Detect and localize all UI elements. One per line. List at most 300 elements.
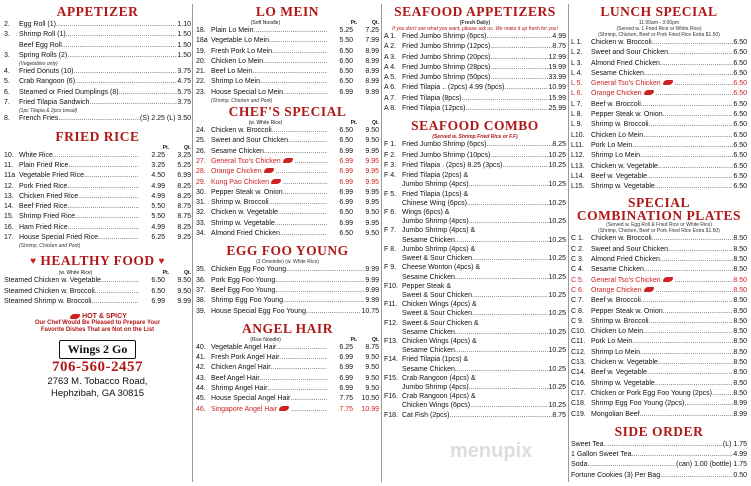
menu-item xyxy=(571,276,747,286)
leader-dots xyxy=(98,233,139,243)
item-name: Beef Angel Hair xyxy=(211,374,260,382)
menu-item xyxy=(196,88,379,98)
item-name: Beef Egg Foo Young xyxy=(211,286,276,294)
item-name: House Special Fried Rice xyxy=(19,234,98,242)
item-price: (L) 1.75 xyxy=(722,440,747,448)
item-price: 6.50 xyxy=(733,39,747,46)
item-price xyxy=(733,481,747,482)
menu-item-line-1 xyxy=(384,300,566,309)
item-number: F15. xyxy=(384,374,399,382)
menu-item xyxy=(196,178,379,188)
item-name-2: Sesame Chicken xyxy=(402,347,455,355)
item-price: 8.50 xyxy=(733,307,747,315)
item-price: 8.50 xyxy=(733,379,747,387)
item-price: 6.50 xyxy=(733,141,747,149)
egg-foo-list xyxy=(196,265,379,316)
leader-dots xyxy=(672,481,733,482)
leader-dots xyxy=(290,394,327,404)
item-name: Vegetable Angel Hair xyxy=(211,343,277,351)
item-name: Plain Lo Mein xyxy=(211,27,254,34)
item-number: 17. xyxy=(4,234,14,242)
item-number: 5. xyxy=(4,78,10,86)
item-number: 29. xyxy=(196,178,206,186)
leader-dots xyxy=(490,73,548,83)
item-number: L11. xyxy=(571,141,585,149)
leader-dots xyxy=(644,265,733,275)
menu-item-line-1 xyxy=(384,355,566,364)
item-price-pt: 5.50 xyxy=(339,37,353,45)
item-number: 11a xyxy=(4,172,16,180)
item-name: Shrimp Angel Hair xyxy=(211,385,268,393)
item-name-2: Sweet & Sour Chicken xyxy=(402,291,473,299)
item-number: C 6. xyxy=(571,286,584,294)
leader-dots xyxy=(467,199,549,208)
item-name-2: Chinese Wing (6pcs) xyxy=(402,199,467,207)
seafood-combo-title: SEAFOOD COMBO xyxy=(411,118,539,134)
item-price: 8.50 xyxy=(733,348,747,356)
item-number: F16. xyxy=(384,393,399,401)
store-info xyxy=(4,340,191,400)
leader-dots xyxy=(283,178,327,188)
chili-pepper-icon xyxy=(271,179,281,184)
item-name-2: Sweet & Sour Chicken xyxy=(402,255,473,263)
item-price: 15.99 xyxy=(548,94,566,102)
item-note: (Shrimp, Chicken and Pork) xyxy=(19,243,81,250)
menu-item xyxy=(571,182,747,192)
item-number: F13. xyxy=(384,337,399,345)
healthy-food-title-text: HEALTHY FOOD xyxy=(40,253,155,269)
item-price: 8.50 xyxy=(733,297,747,305)
menu-item-line-1 xyxy=(384,190,566,199)
menu-item xyxy=(571,327,747,337)
item-price-qt: 9.50 xyxy=(365,137,379,145)
item-name: General Tso's Chicken xyxy=(211,157,281,165)
watermark: menupix xyxy=(450,440,533,462)
menu-item-line-1 xyxy=(384,245,566,254)
item-price-pt: 6.25 xyxy=(151,234,165,242)
lo-mein-sub: (Soft Noodle) xyxy=(250,20,281,26)
menu-item xyxy=(384,32,566,42)
leader-dots xyxy=(455,328,549,337)
item-price-pt: 6.99 xyxy=(339,168,353,176)
leader-dots xyxy=(656,286,734,296)
item-name: Pepper Steak w. Onion xyxy=(211,188,283,196)
item-name: Pepper Steak & xyxy=(402,282,452,290)
item-number: C16. xyxy=(571,379,586,387)
item-name: Shrimp Fried Rice xyxy=(19,213,76,221)
menu-item xyxy=(4,30,191,40)
item-number: 30. xyxy=(196,188,206,196)
menu-item xyxy=(196,286,379,296)
menu-item xyxy=(196,296,379,306)
leader-dots xyxy=(469,383,549,392)
leader-dots xyxy=(283,88,327,98)
combo-list xyxy=(384,140,566,420)
item-name: Almond Fried Chicken xyxy=(211,230,280,238)
item-price-pt: 6.99 xyxy=(339,188,353,196)
store-address-1: 2763 M. Tobacco Road, xyxy=(47,376,148,388)
menu-item xyxy=(384,140,566,150)
item-price: 8.50 xyxy=(733,369,747,377)
item-number: F 7. xyxy=(384,227,397,235)
item-name: Cat Fish (2pcs) xyxy=(402,411,450,419)
item-price: 6.50 xyxy=(733,100,747,108)
leader-dots xyxy=(649,317,734,327)
leader-dots xyxy=(490,53,548,63)
item-name: Shrimp Egg Foo Young xyxy=(211,297,283,305)
menu-item xyxy=(384,300,566,318)
chili-pepper-icon xyxy=(283,158,293,163)
item-name: Sweet & Sour Chicken & xyxy=(402,319,479,327)
column-4 xyxy=(571,4,747,482)
item-name: Jumbo Shrimp (4pcs) & xyxy=(402,245,476,253)
item-name-2: Jumbo Shrimp (4pcs) xyxy=(402,383,469,391)
item-name: Sesame Chicken xyxy=(211,147,264,155)
item-name: Pork Fried Rice xyxy=(19,182,68,190)
item-number: F 8. xyxy=(384,245,397,253)
item-price: 9.99 xyxy=(365,276,379,284)
leader-dots xyxy=(455,365,549,374)
menu-item xyxy=(384,63,566,73)
item-price: 6.50 xyxy=(733,152,747,160)
item-price: 8.50 xyxy=(733,276,747,284)
menu-item-line-1 xyxy=(384,337,566,346)
item-number: 32. xyxy=(196,209,206,217)
item-number: 4. xyxy=(4,68,10,76)
menu-item xyxy=(4,88,191,98)
item-price: 8.50 xyxy=(733,389,747,397)
menu-item xyxy=(4,192,191,202)
leader-dots xyxy=(656,89,734,99)
menu-item xyxy=(196,67,379,77)
item-price: 6.50 xyxy=(733,131,747,139)
leader-dots xyxy=(655,379,734,389)
item-number: 11. xyxy=(4,161,14,169)
item-name: Shrimp w. Broccoli xyxy=(591,317,649,325)
menu-item xyxy=(571,286,747,296)
item-name: Shrimp w. Vegetable xyxy=(591,183,655,191)
menu-item xyxy=(571,131,747,141)
item-number: 6. xyxy=(4,88,10,96)
leader-dots xyxy=(640,151,733,161)
leader-dots xyxy=(486,140,552,150)
leader-dots xyxy=(101,276,139,286)
item-price: 10.25 xyxy=(548,161,566,169)
item-name: Steamed Chicken w. Broccoli xyxy=(4,287,95,295)
item-name: Fried Tilapia (1pcs) & xyxy=(402,190,469,198)
leader-dots xyxy=(275,219,327,229)
item-number: C18. xyxy=(571,400,586,408)
item-price: (S) 2.25 (L) 3.50 xyxy=(140,115,191,123)
item-price-pt: 6.99 xyxy=(339,147,353,155)
item-number: A 5. xyxy=(384,74,397,82)
item-name: Shrimp Lo Mein xyxy=(591,348,641,356)
item-name: Singapore Angel Hair xyxy=(211,405,278,413)
menu-item xyxy=(4,41,191,51)
item-number: 27. xyxy=(196,157,206,165)
leader-dots xyxy=(455,236,549,245)
item-name: Beef Egg Roll xyxy=(19,41,62,49)
item-price-qt: 9.95 xyxy=(365,188,379,196)
leader-dots xyxy=(647,172,733,182)
item-price-qt: 9.50 xyxy=(365,385,379,393)
leader-dots xyxy=(53,151,139,161)
leader-dots xyxy=(668,245,733,255)
leader-dots xyxy=(276,343,327,353)
item-price: 6.50 xyxy=(733,172,747,180)
item-name: 1 Gallon Sweet Tea xyxy=(571,451,632,459)
menu-item xyxy=(384,319,566,337)
item-name: Fried Tilapia (12pcs) xyxy=(402,105,466,113)
leader-dots xyxy=(280,229,327,239)
menu-item xyxy=(4,287,191,297)
menu-item xyxy=(384,226,566,244)
item-number: F 3. xyxy=(384,161,397,169)
item-price: 8.50 xyxy=(733,317,747,325)
item-name: House Special Egg Foo Young xyxy=(211,307,306,315)
item-number: C12. xyxy=(571,348,586,356)
item-name: Fried Donuts (10) xyxy=(19,68,74,76)
item-price: 8.25 xyxy=(552,141,566,149)
item-price-pt: 6.50 xyxy=(339,209,353,217)
leader-dots xyxy=(291,405,327,415)
item-price-qt: 9.50 xyxy=(365,127,379,135)
hot-spicy-title: HOT & SPICY xyxy=(82,313,127,321)
item-name-2: Jumbo Shrimp (4pcs) xyxy=(402,181,469,189)
item-price-qt: 8.75 xyxy=(177,203,191,211)
item-number: 42. xyxy=(196,364,206,372)
item-number: 36. xyxy=(196,276,206,284)
menu-item xyxy=(4,67,191,77)
item-price-pt: 6.99 xyxy=(339,354,353,362)
item-price-qt: 9.99 xyxy=(177,297,191,305)
leader-dots xyxy=(675,276,734,286)
item-number: L13. xyxy=(571,162,585,170)
item-number: F 6. xyxy=(384,209,397,217)
item-price: 0.50 xyxy=(733,471,747,479)
lunch-sub-2: (Served w. 1 Fried Rice or White Rice) xyxy=(616,26,702,32)
leader-dots xyxy=(490,42,552,52)
item-name: Pepper Steak w. Onion xyxy=(591,111,663,119)
item-number: 26. xyxy=(196,147,206,155)
leader-dots xyxy=(283,296,365,306)
item-price: 4.99 xyxy=(552,33,566,40)
item-price-qt: 6.99 xyxy=(177,172,191,180)
leader-dots xyxy=(663,307,734,317)
leader-dots xyxy=(279,353,327,363)
chili-pepper-icon xyxy=(644,287,654,292)
item-number: 35. xyxy=(196,266,206,274)
item-price-qt: 9.50 xyxy=(177,287,191,295)
item-price: 10.25 xyxy=(548,273,566,281)
item-price: 6.50 xyxy=(733,90,747,98)
item-number: A 8. xyxy=(384,105,397,113)
menu-item xyxy=(571,48,747,58)
menu-item-line-2 xyxy=(384,401,566,410)
menu-item xyxy=(571,38,747,48)
item-number: 12. xyxy=(4,182,14,190)
item-number: A 1. xyxy=(384,33,397,40)
item-number: F12. xyxy=(384,319,399,327)
item-price: 1.50 xyxy=(177,41,191,49)
item-number: L14. xyxy=(571,172,585,180)
leader-dots xyxy=(260,77,327,87)
item-number: C 2. xyxy=(571,245,584,253)
leader-dots xyxy=(502,161,548,171)
menu-item xyxy=(571,265,747,275)
leader-dots xyxy=(267,384,327,394)
item-price: 6.50 xyxy=(733,183,747,191)
col-qt: Qt. xyxy=(184,270,191,277)
item-number: 34. xyxy=(196,230,206,238)
item-price: 8.50 xyxy=(733,235,747,243)
item-price: 8.50 xyxy=(733,245,747,253)
menu-item xyxy=(196,307,379,317)
item-price-pt: 6.99 xyxy=(339,157,353,165)
item-number: L10. xyxy=(571,131,585,139)
appetizer-list xyxy=(4,20,191,125)
item-price-pt: 6.50 xyxy=(339,127,353,135)
menu-item xyxy=(4,182,191,192)
item-price: 8.75 xyxy=(552,43,566,51)
leader-dots xyxy=(84,171,139,181)
menu-item xyxy=(196,208,379,218)
item-name: Chicken w. Broccoli xyxy=(591,39,652,46)
leader-dots xyxy=(604,440,723,450)
menu-item xyxy=(196,198,379,208)
leader-dots xyxy=(668,48,733,58)
item-name: Fried Jumbo Shrimp (6pcs) xyxy=(402,141,487,149)
item-price-qt: 9.95 xyxy=(365,157,379,165)
leader-dots xyxy=(286,265,365,275)
item-number: L 8. xyxy=(571,111,583,119)
menu-item xyxy=(196,188,379,198)
item-price: 9.99 xyxy=(365,297,379,305)
leader-dots xyxy=(263,57,327,67)
menu-item-line-2 xyxy=(384,383,566,392)
item-name: Cheese Wonton (4pcs) & xyxy=(402,264,481,272)
menu-item-line-1 xyxy=(384,226,566,235)
menu-item xyxy=(196,77,379,87)
item-number: 37. xyxy=(196,286,206,294)
item-name: Fried Jumbo Shrimp (6pcs) xyxy=(402,33,487,40)
seafood-combo-sub: (Served w. Shrimp Fried Rice or F.F) xyxy=(432,134,518,141)
item-price-pt: 3.25 xyxy=(151,161,165,169)
menu-item xyxy=(571,89,747,99)
item-name: Pork Egg Foo Young xyxy=(211,276,276,284)
leader-dots xyxy=(486,32,552,42)
special-list xyxy=(571,234,747,419)
menu-item xyxy=(4,233,191,243)
item-name: Orange Chicken xyxy=(211,168,262,176)
menu-item xyxy=(384,161,566,171)
item-name: Pork Lo Mein xyxy=(591,141,633,149)
item-number: C11. xyxy=(571,338,586,346)
item-number: 16. xyxy=(4,223,14,231)
chili-pepper-icon xyxy=(644,90,654,95)
leader-dots xyxy=(658,162,733,172)
menu-item-line-1 xyxy=(384,171,566,180)
leader-dots xyxy=(469,180,549,189)
item-name: Sweet and Sour Chicken xyxy=(591,49,669,57)
item-number: C13. xyxy=(571,359,586,367)
leader-dots xyxy=(271,363,327,373)
item-price: 8.99 xyxy=(733,410,747,418)
menu-item-line-1 xyxy=(384,263,566,272)
healthy-food-title xyxy=(4,253,191,270)
item-number: F10. xyxy=(384,282,399,290)
menu-item xyxy=(571,337,747,347)
seafood-app-list xyxy=(384,32,566,114)
item-name: Fried Tilapia .. (2pcs) 4.99 (5pcs) xyxy=(402,84,505,92)
menu-item xyxy=(571,162,747,172)
item-number: 45. xyxy=(196,395,206,403)
menu-item xyxy=(571,481,747,482)
item-price: 8.50 xyxy=(733,286,747,294)
leader-dots xyxy=(632,450,734,460)
item-price-pt: 6.50 xyxy=(339,137,353,145)
item-number: 14. xyxy=(4,203,14,211)
item-number: C10. xyxy=(571,328,586,336)
item-price-qt: 9.50 xyxy=(365,209,379,217)
item-name: Crab Rangoon (6) xyxy=(19,78,76,86)
item-number: C 3. xyxy=(571,256,584,264)
item-number: A 6. xyxy=(384,84,397,92)
menu-item xyxy=(571,100,747,110)
col-pt: Pt. xyxy=(350,20,357,26)
chefs-sub: (w. White Rice) xyxy=(248,120,283,127)
item-price-qt: 8.99 xyxy=(365,78,379,86)
menu-item xyxy=(196,353,379,363)
menu-item xyxy=(4,20,191,30)
menu-item xyxy=(571,172,747,182)
item-name: Shrimp Roll (1) xyxy=(19,31,66,39)
item-price-qt: 10.99 xyxy=(361,405,379,413)
item-name xyxy=(571,481,672,482)
item-name: Fortune Cookies (3) Per Bag xyxy=(571,471,661,479)
item-price: 8.99 xyxy=(733,400,747,408)
menu-item xyxy=(571,471,747,481)
item-number: C 9. xyxy=(571,317,584,325)
chili-pepper-icon xyxy=(663,277,673,282)
item-name: Sesame Chicken xyxy=(591,69,644,77)
leader-dots xyxy=(252,67,327,77)
menu-item xyxy=(4,212,191,222)
item-price-qt: 9.25 xyxy=(177,234,191,242)
special-sub-1: (Served w. Egg Roll & Fried Rice or White Rice) xyxy=(606,222,712,229)
item-name: Beef w. Vegetable xyxy=(591,172,648,180)
menu-item xyxy=(384,282,566,300)
leader-dots xyxy=(472,309,548,318)
col-pt: Pt. xyxy=(162,270,169,277)
col-pt: Pt. xyxy=(162,144,169,151)
leader-dots xyxy=(67,182,139,192)
item-price-pt: 6.50 xyxy=(339,57,353,65)
leader-dots xyxy=(58,114,140,124)
item-name: French Fries xyxy=(19,115,59,123)
item-price-pt: 7.75 xyxy=(339,405,353,413)
menu-item xyxy=(384,83,566,93)
item-price: 10.25 xyxy=(548,199,566,207)
item-price: 1.10 xyxy=(177,21,191,28)
menu-item-line-2 xyxy=(384,254,566,263)
menu-item xyxy=(384,208,566,226)
menu-item xyxy=(571,460,747,470)
leader-dots xyxy=(78,192,139,202)
menu-item xyxy=(571,296,747,306)
lunch-sub-1: 11:00am - 3:00pm xyxy=(638,20,680,26)
menu-item xyxy=(571,410,747,420)
